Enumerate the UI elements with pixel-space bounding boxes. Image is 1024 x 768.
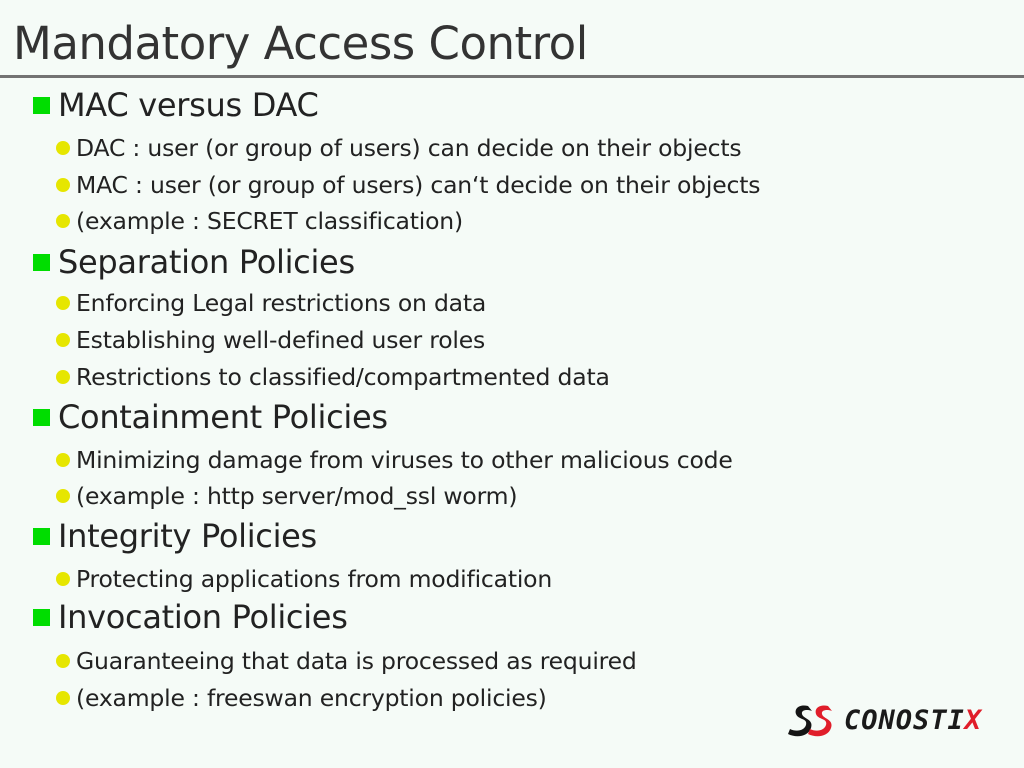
bullet-item	[56, 481, 517, 511]
section-heading-label: Integrity Policies	[58, 517, 317, 555]
yellow-dot-bullet-icon	[56, 333, 70, 347]
logo-name-accent: X	[964, 704, 983, 736]
green-square-bullet-icon	[33, 528, 50, 545]
bullet-text: (example : SECRET classification)	[76, 207, 463, 235]
bullet-text: Minimizing damage from viruses to other malicious code	[76, 446, 733, 474]
yellow-dot-bullet-icon	[56, 691, 70, 705]
bullet-item	[56, 288, 486, 318]
bullet-item	[56, 362, 610, 392]
bullet-text: (example : freeswan encryption policies)	[76, 684, 547, 712]
yellow-dot-bullet-icon	[56, 296, 70, 310]
conostix-wordmark	[844, 705, 982, 736]
bullet-text: Guaranteeing that data is processed as required	[76, 647, 637, 675]
yellow-dot-bullet-icon	[56, 141, 70, 155]
section-heading-mac-versus-dac	[33, 85, 319, 125]
bullet-item	[56, 170, 760, 200]
yellow-dot-bullet-icon	[56, 370, 70, 384]
section-heading-invocation-policies	[33, 597, 348, 637]
bullet-text: DAC : user (or group of users) can decide on their objects	[76, 134, 742, 162]
green-square-bullet-icon	[33, 97, 50, 114]
green-square-bullet-icon	[33, 409, 50, 426]
bullet-item	[56, 133, 741, 163]
section-heading-label: Containment Policies	[58, 398, 388, 436]
section-heading-integrity-policies	[33, 516, 317, 556]
bullet-text: Establishing well-defined user roles	[76, 326, 486, 354]
bullet-text: Restrictions to classified/compartmented data	[76, 363, 610, 391]
slide-title: Mandatory Access Control	[13, 17, 588, 70]
section-heading-label: MAC versus DAC	[58, 86, 319, 124]
bullet-item	[56, 325, 485, 355]
green-square-bullet-icon	[33, 609, 50, 626]
yellow-dot-bullet-icon	[56, 214, 70, 228]
yellow-dot-bullet-icon	[56, 654, 70, 668]
yellow-dot-bullet-icon	[56, 453, 70, 467]
bullet-item	[56, 564, 552, 594]
bullet-item	[56, 683, 547, 713]
yellow-dot-bullet-icon	[56, 489, 70, 503]
section-heading-label: Invocation Policies	[58, 598, 348, 636]
conostix-logo	[788, 700, 982, 740]
yellow-dot-bullet-icon	[56, 178, 70, 192]
bullet-item	[56, 206, 463, 236]
yellow-dot-bullet-icon	[56, 572, 70, 586]
conostix-ss-logo-icon	[788, 700, 832, 740]
bullet-item	[56, 445, 733, 475]
section-heading-label: Separation Policies	[58, 243, 355, 281]
section-heading-separation-policies	[33, 242, 355, 282]
green-square-bullet-icon	[33, 254, 50, 271]
bullet-item	[56, 646, 637, 676]
logo-name-main: CONOSTI	[844, 704, 965, 736]
section-heading-containment-policies	[33, 397, 388, 437]
bullet-text: (example : http server/mod_ssl worm)	[76, 482, 518, 510]
bullet-text: Protecting applications from modification	[76, 565, 553, 593]
bullet-text: Enforcing Legal restrictions on data	[76, 289, 487, 317]
bullet-text: MAC : user (or group of users) can‘t decide on their objects	[76, 171, 761, 199]
